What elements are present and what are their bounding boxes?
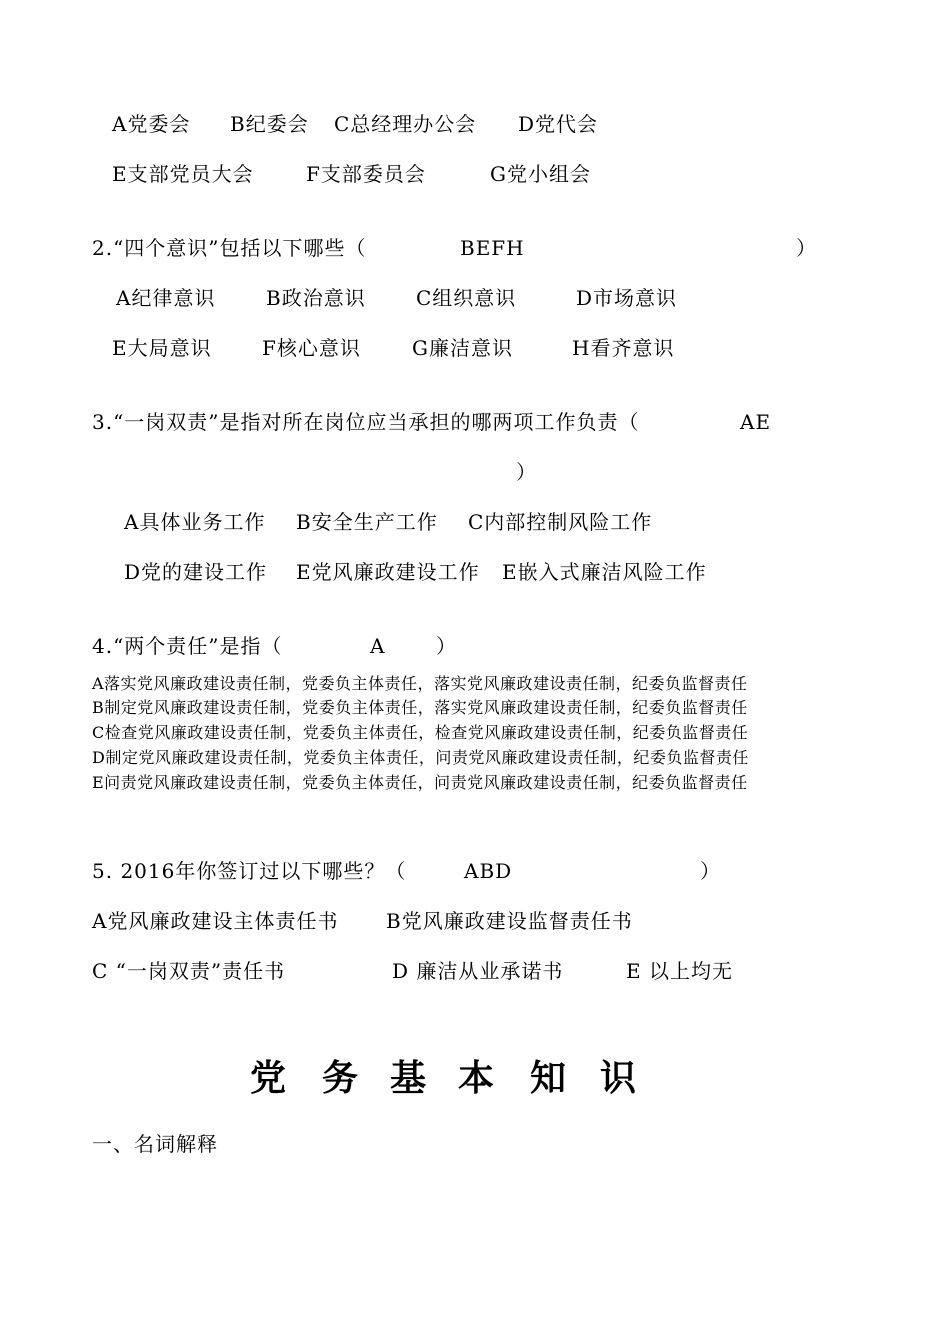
question-text: 5. 2016年你签订过以下哪些？（ [92, 859, 407, 883]
q4-option-d: D制定党风廉政建设责任制，党委负主体责任，问责党风廉政建设责任制，纪委负监督责任 [92, 748, 749, 767]
title-char: 识 [600, 1058, 637, 1099]
subsection-heading: 一、名词解释 [92, 1132, 218, 1156]
q4-option-c: C检查党风廉政建设责任制，党委负主体责任，检查党风廉政建设责任制，纪委负监督责任 [92, 723, 749, 742]
answer-text: BEFH [460, 236, 525, 260]
option-e2: E嵌入式廉洁风险工作 [502, 560, 707, 584]
option-a: A党委会 [112, 112, 191, 136]
close-paren: ） [700, 859, 721, 883]
option-d: D党代会 [518, 112, 599, 136]
question-text: 3.“一岗双责”是指对所在岗位应当承担的哪两项工作负责（ [92, 410, 640, 434]
option-e: E大局意识 [112, 336, 212, 360]
answer-text: A [370, 634, 386, 658]
option-a: A纪律意识 [116, 286, 216, 310]
option-b: B党风廉政建设监督责任书 [386, 909, 633, 933]
option-c: C组织意识 [416, 286, 517, 310]
option-b: B纪委会 [230, 112, 309, 136]
option-g: G党小组会 [490, 162, 591, 186]
option-c: C总经理办公会 [334, 112, 477, 136]
title-char: 务 [322, 1058, 359, 1099]
answer-text: AE [740, 410, 772, 434]
option-f: F核心意识 [262, 336, 361, 360]
q4-option-e: E问责党风廉政建设责任制，党委负主体责任，问责党风廉政建设责任制，纪委负监督责任 [92, 773, 748, 792]
option-c: C “一岗双责”责任书 [92, 959, 286, 983]
option-g: G廉洁意识 [412, 336, 513, 360]
option-e: E党风廉政建设工作 [296, 560, 480, 584]
option-e: E 以上均无 [626, 959, 733, 983]
q4-option-b: B制定党风廉政建设责任制，党委负主体责任，落实党风廉政建设责任制，纪委负监督责任 [92, 698, 748, 717]
option-b: B政治意识 [266, 286, 366, 310]
close-paren: ） [516, 460, 537, 484]
title-char: 基 [390, 1058, 427, 1099]
option-d: D 廉洁从业承诺书 [392, 959, 564, 983]
close-paren: ） [436, 634, 457, 658]
option-a: A党风廉政建设主体责任书 [92, 909, 339, 933]
title-char: 知 [530, 1058, 567, 1099]
option-h: H看齐意识 [572, 336, 675, 360]
question-text: 2.“四个意识”包括以下哪些（ [92, 236, 367, 260]
option-c: C内部控制风险工作 [468, 510, 653, 534]
option-a: A具体业务工作 [124, 510, 266, 534]
option-f: F支部委员会 [306, 162, 426, 186]
title-char: 党 [250, 1058, 287, 1099]
title-char: 本 [458, 1058, 495, 1099]
option-d: D市场意识 [576, 286, 678, 310]
option-b: B安全生产工作 [296, 510, 438, 534]
option-d: D党的建设工作 [124, 560, 268, 584]
close-paren: ） [796, 236, 817, 260]
q4-option-a: A落实党风廉政建设责任制，党委负主体责任，落实党风廉政建设责任制，纪委负监督责任 [92, 674, 748, 693]
option-e: E支部党员大会 [112, 162, 254, 186]
answer-text: ABD [464, 859, 513, 883]
question-text: 4.“两个责任”是指（ [92, 634, 283, 658]
